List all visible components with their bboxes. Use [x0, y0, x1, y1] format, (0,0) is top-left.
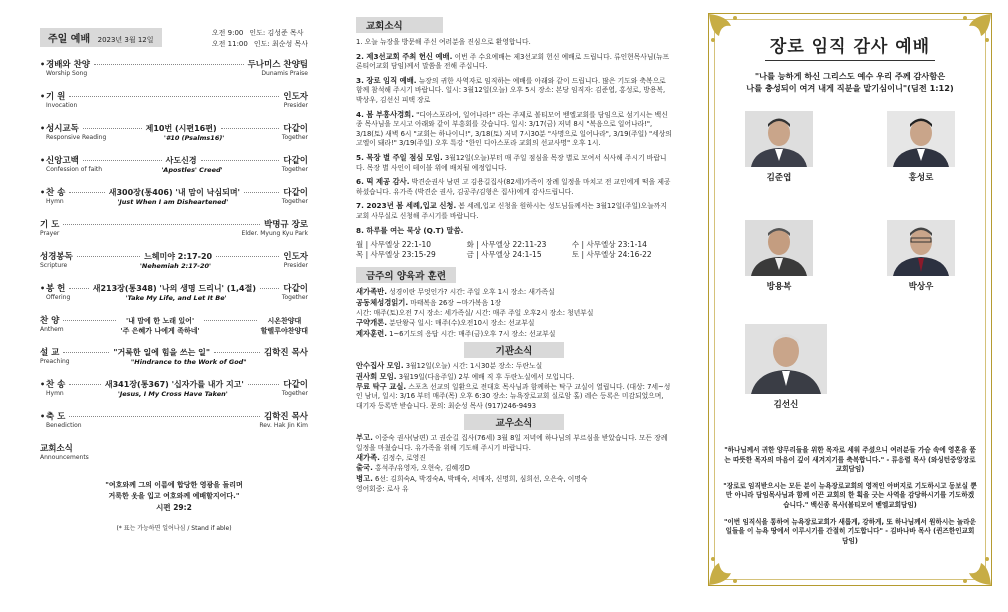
dot-leader — [83, 160, 162, 161]
news-item — [356, 153, 672, 173]
orgs-line-text: 3월12일(오늘) 시간: 1시30분 장소: 두란노실 — [403, 362, 543, 371]
worship-item-leader: 인도자 — [283, 252, 308, 262]
worship-item-name: 경배와 찬양 — [46, 60, 91, 70]
bullet-icon: • — [40, 284, 46, 293]
worship-item-leader: 두나미스 찬양팀 — [247, 60, 308, 70]
worship-item-leader: 박명규 장로 — [263, 220, 308, 230]
bullet-icon: • — [40, 412, 46, 421]
elder-photo-4 — [887, 220, 955, 292]
worship-item-english: Prayer — [40, 230, 60, 237]
worship-item-leader: 김학진 목사 — [264, 348, 309, 358]
news-item-text: 1. 오늘 뉴장을 방문해 주신 여러분을 진심으로 환영합니다. — [356, 38, 531, 46]
elder-name: 방용복 — [766, 282, 792, 292]
worship-item-detail-english — [82, 422, 260, 429]
worship-item-english: Confession of faith — [46, 166, 103, 173]
worship-item-english: Scripture — [40, 262, 68, 269]
service-time-row: 오전 9:00 인도: 김성준 목사 — [211, 29, 304, 37]
worship-item — [40, 314, 308, 346]
worship-item-detail: 새341장(통367) '십자가를 내가 지고' — [104, 380, 244, 389]
portrait-icon — [745, 111, 813, 167]
worship-item-detail-english: 'Nehemiah 2:17-20' — [139, 262, 211, 270]
worship-item-name: 봉 헌 — [46, 284, 66, 294]
worship-item-leader-english: Together — [281, 390, 308, 397]
bullet-icon: • — [40, 60, 46, 69]
worship-item-detail-english: '#10 (Psalms16)' — [163, 134, 225, 142]
news-title: 교회소식 — [356, 17, 443, 33]
dot-leader — [204, 320, 257, 321]
prayer-message: "이번 임직식을 통하여 뉴욕장로교회가 새롭게, 강하게, 또 하나님께서 원하시는 놀라운 일들을 이 뉴욕 땅에서 이루시기를 간절히 기도합니다" - 김바나바 목사 (퀸즈한인교회담임) — [723, 517, 977, 545]
family-line-text: 홍석주/유영자, 오현숙, 김혜경D — [372, 464, 470, 473]
worship-item-leader-english: Presider — [283, 102, 308, 109]
worship-item — [40, 154, 308, 186]
worship-item-row — [40, 90, 308, 102]
elder-name: 김준엽 — [766, 173, 792, 183]
worship-item-detail-english — [59, 230, 241, 237]
worship-item-detail: 새300장(통406) '내 맘이 낙심되며' — [108, 188, 240, 197]
elder-photo-3 — [745, 220, 813, 292]
worship-item-sub — [40, 262, 308, 270]
ordination-panel — [708, 13, 992, 586]
news-item — [356, 37, 672, 48]
portrait-icon — [745, 220, 813, 276]
worship-item-leader: 다같이 — [283, 380, 309, 390]
worship-item-detail-english: 'Take My Life, and Let It Be' — [125, 294, 227, 302]
worship-item-english: Hymn — [46, 198, 64, 205]
study-line-heading: 새가족반. — [356, 287, 387, 297]
elder-name: 홍성로 — [908, 173, 934, 183]
news-item — [356, 201, 672, 221]
study-line — [356, 287, 672, 297]
worship-item-english: Announcements — [40, 454, 89, 461]
qt-day: 금 | 사무엘상 24:1-15 — [466, 250, 542, 260]
worship-item-row — [40, 346, 308, 358]
dot-leader — [69, 384, 101, 385]
study-line — [356, 308, 672, 318]
worship-item-detail: "거룩한 일에 힘을 쓰는 일" — [113, 348, 211, 357]
stand-note: (* 표는 가능하면 일어나심 / Stand if able) — [116, 525, 232, 532]
dot-leader — [69, 96, 279, 97]
family-line — [356, 484, 672, 494]
study-line-text: 시간: 매주(토)오전 7시 장소: 세가족실/ 시간: 매주 주일 오후2시 장소: 청년부실 — [356, 308, 594, 317]
dot-leader — [260, 288, 279, 289]
orgs-line-text: 3월19일(다음주일) 2부 예배 직 후 두란노실에서 모입니다. — [396, 372, 575, 381]
study-line-text: 1~6기도의 응답 시간: 매주(금)오후 7시 장소: 선교부실 — [386, 329, 556, 338]
worship-title-box — [40, 28, 162, 47]
worship-item-sub — [40, 230, 308, 237]
worship-date: 2023년 3월 12일 — [97, 36, 154, 44]
dot-leader — [63, 352, 109, 353]
orgs-list — [356, 361, 672, 411]
worship-item-detail: 사도신경 — [165, 156, 197, 165]
worship-item-leader-english: Presider — [283, 262, 308, 269]
worship-item — [40, 346, 308, 378]
orgs-line-heading: 권사회 모임. — [356, 371, 397, 381]
worship-item-detail: 제10번 (시편16편) — [145, 124, 217, 133]
prayer-list — [723, 446, 977, 553]
dot-leader — [63, 224, 260, 225]
study-line-text: 성경이란 무엇인가? 시간: 주일 오후 1시 장소: 새가족실 — [386, 288, 555, 297]
worship-item-sub — [46, 134, 308, 142]
worship-item-leader-english: Together — [281, 134, 308, 141]
service-time-row: 오전 11:00 인도: 최순성 목사 — [211, 40, 308, 48]
worship-item-sub — [40, 326, 308, 333]
closing-verse: "여호와께 그의 이름에 합당한 영광을 돌리며 거룩한 옷을 입고 여호와께 예배할지어다." 시편 29:2 — [40, 480, 308, 513]
worship-item-detail-english — [87, 70, 261, 77]
worship-item-row — [40, 442, 308, 454]
family-list — [356, 433, 672, 494]
elder-photo-1 — [745, 111, 813, 183]
elder-photo-2 — [887, 111, 955, 183]
bullet-icon: • — [40, 124, 46, 133]
dot-leader — [244, 192, 279, 193]
worship-item-row — [40, 58, 308, 70]
worship-item-row — [40, 122, 308, 134]
portrait-icon — [887, 111, 955, 167]
worship-item-english: Hymn — [46, 390, 64, 397]
qt-schedule — [356, 240, 672, 260]
family-line — [356, 463, 672, 473]
bullet-icon: • — [40, 188, 46, 197]
worship-item-row — [40, 282, 308, 294]
worship-item-leader: 다같이 — [283, 156, 309, 166]
worship-item-detail-english: 'Jesus, I My Cross Have Taken' — [117, 390, 228, 398]
elder-photo-5 — [745, 324, 827, 410]
news-item-heading: 6. 떡 제공 감사. — [356, 177, 410, 187]
worship-item — [40, 90, 308, 122]
prayer-message: "하나님께서 귀한 양무리들을 위한 목자로 세워 주셨으니 여러분들 가슴 속에 영혼을 품는 따뜻한 목자의 마음이 깊이 새겨지기를 축복합니다." - 류응렬 목사 (와싱턴중앙장로교회담임) — [724, 446, 976, 474]
dot-leader — [221, 128, 280, 129]
study-line-text: 마태복음 26장 ~마가복음 1장 — [408, 298, 502, 307]
news-item-heading: 4. 봄 부흥사경회. — [356, 109, 414, 119]
worship-item-name: 성경봉독 — [40, 252, 73, 262]
dot-leader — [69, 416, 260, 417]
worship-item-english: Worship Song — [46, 70, 88, 77]
worship-item-name: 기 원 — [46, 92, 66, 102]
worship-item-detail-english — [77, 102, 283, 109]
worship-header — [40, 28, 308, 50]
worship-item-detail: 새213장(통348) '나의 생명 드리니' (1,4절) — [92, 284, 256, 293]
study-line-text: 분단왕국 일시: 매주(수)오전10시 장소: 선교부실 — [386, 319, 535, 328]
study-line — [356, 329, 672, 339]
worship-item-english: Anthem — [40, 326, 64, 333]
orgs-line-text: 스포츠 선교의 일환으로 전대호 목사님과 함께하는 탁구 교실이 열립니다. (대상: 7세~성인 남녀, 일시: 3/16 부터 매주(목) 오후 6:30 장소: 뉴욕장로교회 실로암 홀) 레슨 등록은 미감되었으며, 대기자 등록만 받습니다. 문의: 최순성 목사 (917)246-9493 — [356, 382, 671, 410]
orgs-title: 기관소식 — [464, 342, 564, 358]
worship-item-sub — [46, 102, 308, 109]
news-item-heading: 7. 2023년 봄 세례,입교 신청. — [356, 201, 457, 211]
family-line-heading: 새가족. — [356, 452, 380, 462]
worship-item — [40, 186, 308, 218]
family-line-heading: 부고. — [356, 433, 373, 443]
qt-day: 목 | 사무엘상 23:15-29 — [356, 250, 436, 260]
orgs-line — [356, 361, 672, 371]
news-item — [356, 76, 672, 106]
news-item-heading: 2. 제3선교회 주최 헌신 예배. — [356, 51, 453, 61]
ordination-title: 장로 임직 감사 예배 — [769, 37, 931, 57]
orgs-line-heading: 안수집사 모임. — [356, 361, 404, 371]
family-line-text: 이중숙 권사(남편) 고 권순길 집사(76세) 3월 8일 저녁에 하나님의 부르심을 받았습니다. 모든 장례일정을 마쳤습니다. 유가족을 위해 기도해 주시기 바랍니다. — [356, 434, 668, 452]
family-line-heading: 출국. — [356, 463, 373, 473]
dot-leader — [77, 256, 140, 257]
worship-item-sub — [40, 454, 308, 461]
worship-item-row — [40, 186, 308, 198]
dot-leader — [248, 384, 280, 385]
worship-title: 주일 예배 — [48, 34, 91, 45]
dot-leader — [69, 192, 104, 193]
worship-item-leader: 시온찬양대 할렐루야찬양대 — [260, 317, 309, 335]
worship-item-name: 찬 양 — [40, 316, 60, 326]
worship-item-sub — [46, 422, 308, 429]
worship-item-row — [40, 410, 308, 422]
worship-item-sub — [46, 70, 308, 77]
news-item-text: 뉴장의 귀한 사역자로 임직하는 예배를 아래와 같이 드립니다. 많은 기도와 축복으로 함께 참석해 주시기 바랍니다. 일시: 3월12일(오늘) 오후 5시 장소: 본당 임직자: 김준엽, 홍성로, 방용복, 박상우, 김선신 피택 장로 — [356, 76, 666, 104]
worship-item-leader-english: Together — [281, 166, 308, 173]
worship-item-leader: 다같이 — [283, 284, 308, 294]
news-list — [356, 37, 672, 236]
bullet-icon: • — [40, 92, 46, 101]
worship-item-english: Responsive Reading — [46, 134, 107, 141]
family-line — [356, 433, 672, 453]
worship-item-leader-english: Rev. Hak Jin Kim — [259, 422, 308, 429]
news-item-heading: 3. 장로 임직 예배. — [356, 75, 417, 85]
news-item-text: 박견순권사 남편 고 김용길집사(82세)가족이 장례 일정을 마치고 전 교인에게 떡을 제공하셨습니다. 유가족 (박견순 권사, 김공주/김형은 집사)에게 감사드립니다. — [356, 178, 671, 196]
verse-reference: 시편 29:2 — [156, 503, 192, 512]
dot-leader — [94, 64, 244, 65]
news-item-text: 이번 주 수요예배는 제3선교회 헌신 예배로 드립니다. 류인현목사님(뉴프론티어교회 담임)께서 말씀을 전해 주십니다. — [356, 52, 670, 71]
worship-item — [40, 58, 308, 90]
worship-item-leader-english: Together — [281, 294, 308, 301]
news-item — [356, 177, 672, 197]
dot-leader — [216, 256, 279, 257]
news-item — [356, 110, 672, 149]
orgs-line — [356, 382, 672, 411]
family-line-text: 김정수, 로영진 — [379, 453, 426, 462]
worship-item — [40, 442, 308, 474]
worship-item-detail-english: "Hindrance to the Work of God" — [130, 358, 247, 366]
worship-item-detail-english: 'Apostles' Creed' — [161, 166, 223, 174]
qt-day: 수 | 사무엘상 23:1-14 — [571, 240, 647, 250]
worship-item — [40, 218, 308, 250]
bullet-icon: • — [40, 156, 46, 165]
family-line — [356, 474, 672, 484]
bullet-icon: • — [40, 380, 46, 389]
study-line — [356, 318, 672, 328]
study-list — [356, 287, 672, 339]
worship-item-row — [40, 154, 308, 166]
study-line — [356, 298, 672, 308]
news-item — [356, 52, 672, 72]
worship-item-leader: 다같이 — [283, 124, 309, 134]
worship-item-name: 찬 송 — [46, 380, 66, 390]
worship-items — [40, 58, 308, 474]
worship-item-name: 신앙고백 — [46, 156, 79, 166]
news-item-text: "디아스포라여, 일어나라!" 라는 주제로 볼티모어 벧엘교회를 담임으로 섬기시는 백신종 목사님을 모시고 아래와 같이 부흥회를 갖습니다. 일시: 3/17(금) 저녁 8시 "복음으로 일어나라!", 3/18(토) 새벽 6시 "교회는 하나이니!", 3/18(토) 저녁 7시30분 "사명으로 일어나라", 3/19(주일) "세상의 고엘이 돼라!" 3/19(주일) 오후 특강 "한인 디아스포라 교회의 선교사명" 오후 1시. — [356, 110, 672, 148]
qt-day: 월 | 사무엘상 22:1-10 — [356, 240, 431, 250]
prayer-message: "장로로 임직받으시는 모든 분이 뉴욕장로교회의 영적인 아버지로 기도하시고 동보실 뿐만 아니라 담임목사님과 함께 이끈 교회의 한 획을 긋는 사역을 감당하시기를 기도하겠습니다." 백신종 목사(볼티모어 벧엘교회담임) — [723, 481, 977, 509]
worship-order — [40, 28, 308, 598]
elder-name: 박상우 — [908, 282, 934, 292]
worship-item — [40, 282, 308, 314]
worship-item-name: 기 도 — [40, 220, 60, 230]
ordination-quote: "나를 능하게 하신 그리스도 예수 우리 주께 감사함은 나를 충성되이 여겨 내게 직분을 맡기심이니"(딤전 1:12) — [746, 71, 954, 93]
worship-item-name: 설 교 — [40, 348, 60, 358]
worship-item-leader-english: Elder. Myung Kyu Park — [241, 230, 308, 237]
worship-item-name: 축 도 — [46, 412, 66, 422]
worship-item-leader-english: Dunamis Praise — [261, 70, 308, 77]
worship-item-english: Offering — [46, 294, 71, 301]
worship-item-detail-english — [64, 326, 308, 333]
worship-item-leader-english: Together — [281, 198, 308, 205]
family-line-text: 영어회중: 로사 유 — [356, 485, 409, 494]
worship-item — [40, 250, 308, 282]
family-line-text: 6선: 김희숙A, 박경숙A, 박배숙, 서매자, 신명희, 심희선, 오은숙, 이명숙 — [372, 474, 588, 483]
portrait-icon — [745, 324, 827, 394]
study-line-heading: 제자훈련. — [356, 328, 387, 338]
qt-day: 토 | 사무엘상 24:16-22 — [571, 250, 652, 260]
worship-item-sub — [46, 166, 308, 174]
worship-item-name: 교회소식 — [40, 444, 73, 454]
elder-name: 김선신 — [773, 400, 799, 410]
service-times — [212, 28, 308, 50]
worship-item — [40, 410, 308, 442]
worship-item-english: Invocation — [46, 102, 78, 109]
study-line-heading: 공동체성경읽기. — [356, 297, 409, 307]
dot-leader — [201, 160, 280, 161]
worship-item-leader: 다같이 — [283, 188, 308, 198]
announcements-column — [356, 14, 672, 600]
dot-leader — [214, 352, 260, 353]
worship-item-sub — [46, 294, 308, 302]
news-item-heading: 5. 목장 별 주일 점심 모임. — [356, 152, 443, 162]
worship-item-row — [40, 378, 308, 390]
dot-leader — [69, 288, 88, 289]
worship-item-leader: 인도자 — [283, 92, 308, 102]
worship-item — [40, 378, 308, 410]
worship-item-sub — [46, 390, 308, 398]
portrait-icon — [887, 220, 955, 276]
worship-item-english: Preaching — [40, 358, 70, 365]
news-item-heading: 8. 하루를 여는 묵상 (Q.T) 말씀. — [356, 225, 464, 235]
worship-item-row — [40, 218, 308, 230]
study-line-heading: 구약개론. — [356, 318, 387, 328]
worship-item — [40, 122, 308, 154]
worship-item-leader: 김학진 목사 — [263, 412, 308, 422]
orgs-line — [356, 372, 672, 382]
worship-item-detail: '내 맘에 한 노래 있어' '주 은혜가 나에게 족하네' — [120, 317, 200, 335]
worship-item-name: 찬 송 — [46, 188, 66, 198]
family-line — [356, 453, 672, 463]
worship-item-detail-english: 'Just When I am Disheartened' — [117, 198, 229, 206]
worship-item-name: 성시교독 — [46, 124, 79, 134]
news-item-text: 봄 세례,입교 신청을 원하시는 성도님들께서는 3월12일(주일)오늘까지 교회 사무실로 신청해 주시기를 바랍니다. — [356, 202, 667, 220]
worship-item-detail-english — [89, 454, 308, 461]
worship-item-sub — [46, 198, 308, 206]
dot-leader — [63, 320, 116, 321]
news-item-text: 3월12일(오늘)부터 매 주일 점심을 목장 별로 모여서 식사해 주시기 바랍니다. 목장 별 사인이 테이블 위에 배치될 예정입니다. — [356, 153, 667, 172]
worship-item-english: Benediction — [46, 422, 82, 429]
title-underline — [765, 60, 935, 61]
news-item — [356, 226, 672, 237]
worship-item-sub — [40, 358, 308, 366]
family-line-heading: 병고. — [356, 473, 373, 483]
orgs-line-heading: 무료 탁구 교실. — [356, 381, 407, 391]
family-title: 교우소식 — [464, 414, 564, 430]
worship-item-detail: 느헤미야 2:17-20 — [144, 252, 213, 261]
worship-item-row — [40, 250, 308, 262]
dot-leader — [83, 128, 142, 129]
qt-day: 화 | 사무엘상 22:11-23 — [466, 240, 547, 250]
study-title: 금주의 양육과 훈련 — [356, 267, 456, 283]
